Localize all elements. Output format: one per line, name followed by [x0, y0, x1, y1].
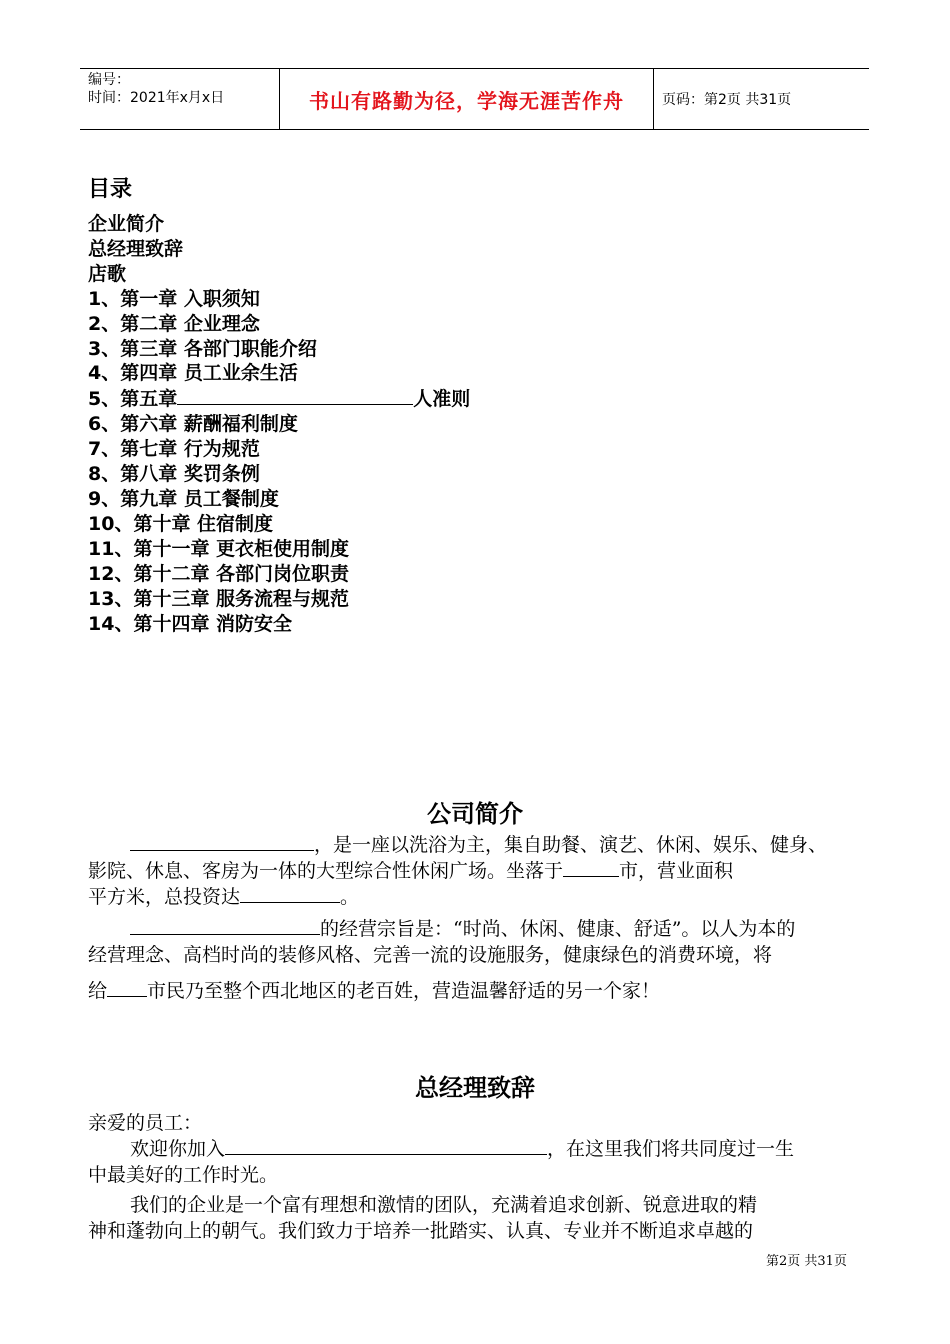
intro-title: 公司简介	[427, 800, 523, 828]
blank-line	[130, 916, 320, 935]
toc-item: 14、第十四章 消防安全	[88, 612, 293, 635]
toc-item-5	[88, 386, 470, 412]
header-page-info: 页码：第2页 共31页	[662, 92, 792, 108]
blank-line	[225, 1136, 547, 1155]
blank-line	[240, 884, 340, 903]
toc-title: 目录	[88, 177, 133, 202]
text-line: 影院、休息、客房为一体的大型综合性休闲广场。坐落于 市，营业面积	[88, 860, 734, 882]
header-motto: 书山有路勤为径，学海无涯苦作舟	[280, 69, 654, 129]
intro-body	[88, 832, 864, 1004]
toc-item: 10、第十章 住宿制度	[88, 512, 274, 535]
header-meta	[80, 69, 280, 129]
toc-item: 11、第十一章 更衣柜使用制度	[88, 537, 350, 560]
code-label: 编号：	[88, 72, 130, 88]
speech-title: 总经理致辞	[415, 1074, 535, 1102]
text-line: 给 市民乃至整个西北地区的老百姓，营造温馨舒适的另一个家！	[88, 980, 661, 1002]
toc-item-5-prefix: 5、第五章	[88, 388, 178, 411]
text-line: ，是一座以洗浴为主，集自助餐、演艺、休闲、娱乐、健身、	[88, 832, 864, 858]
blank-line	[563, 858, 619, 877]
blank-line	[177, 386, 413, 405]
toc-item: 12、第十二章 各部门岗位职责	[88, 562, 350, 585]
toc-item: 9、第九章 员工餐制度	[88, 487, 279, 510]
page-header	[80, 68, 869, 130]
text-line: 平方米，总投资达 。	[88, 886, 360, 908]
toc-item: 总经理致辞	[88, 237, 184, 260]
toc-item-5-suffix: 人准则	[413, 388, 471, 411]
toc-item: 8、第八章 奖罚条例	[88, 463, 260, 486]
toc-item: 4、第四章 员工业余生活	[88, 362, 298, 385]
text-line: 中最美好的工作时光。	[88, 1164, 279, 1186]
toc-item: 7、第七章 行为规范	[88, 438, 260, 461]
page-footer: 第2页 共31页	[766, 1254, 847, 1269]
text-line: 经营理念、高档时尚的装修风格、完善一流的设施服务，健康绿色的消费环境，将	[88, 944, 773, 966]
blank-line	[130, 832, 314, 851]
toc-item: 1、第一章 入职须知	[88, 287, 260, 310]
speech-body	[88, 1110, 864, 1244]
text-line: 我们的企业是一个富有理想和激情的团队，充满着追求创新、锐意进取的精	[130, 1194, 758, 1216]
toc-item: 店歌	[88, 262, 127, 285]
table-of-contents	[88, 212, 470, 636]
blank-line	[107, 978, 147, 997]
toc-item: 6、第六章 薪酬福利制度	[88, 413, 298, 436]
text-line: 欢迎你加入 ，在这里我们将共同度过一生	[130, 1138, 795, 1160]
greeting: 亲爱的员工：	[88, 1112, 203, 1134]
toc-item: 13、第十三章 服务流程与规范	[88, 587, 350, 610]
text-line: 神和蓬勃向上的朝气。我们致力于培养一批踏实、认真、专业并不断追求卓越的	[88, 1220, 754, 1242]
toc-item: 企业简介	[88, 213, 165, 235]
date-label: 时间：2021年x月x日	[88, 90, 225, 106]
toc-item: 3、第三章 各部门职能介绍	[88, 337, 317, 360]
toc-item: 2、第二章 企业理念	[88, 312, 260, 335]
text-line: 的经营宗旨是：“时尚、休闲、健康、舒适”。以人为本的	[88, 916, 864, 942]
